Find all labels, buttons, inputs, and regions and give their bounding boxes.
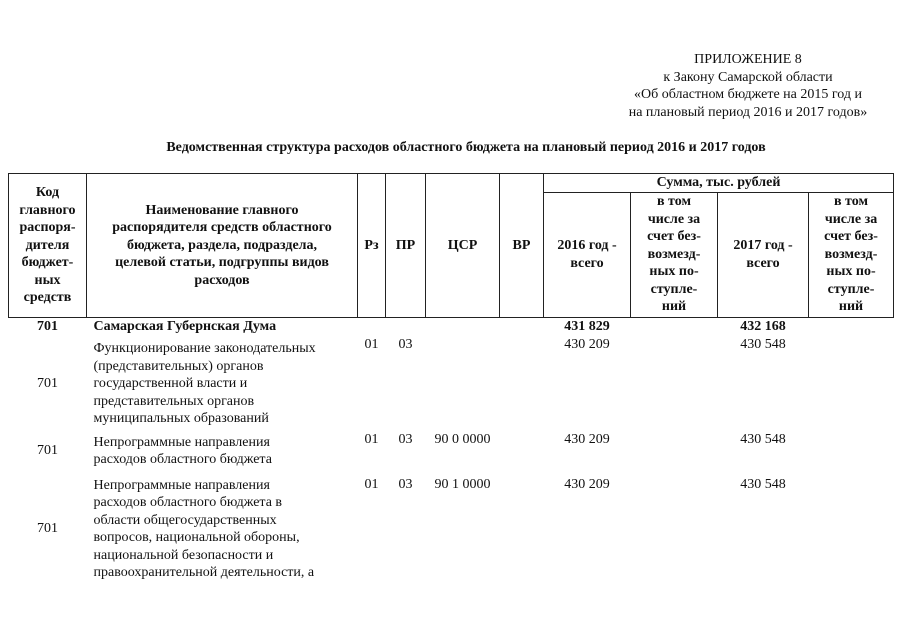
row-pr: 03 xyxy=(398,431,413,447)
header-sum: Сумма, тыс. рублей xyxy=(544,174,894,193)
appendix-law-title-line-2: на плановый период 2016 и 2017 годов» xyxy=(628,105,868,121)
row-sum-2016-grants xyxy=(631,332,718,426)
header-row-1 xyxy=(9,174,894,193)
row-sum-2016: 430 209 xyxy=(564,476,610,492)
budget-table xyxy=(8,173,894,584)
header-sum-2017: 2017 год - всего xyxy=(718,192,809,317)
row-rz: 01 xyxy=(364,476,379,492)
header-code: Код главного распоря- дителя бюджет- ных средств xyxy=(9,174,87,318)
appendix-law-title-line-1: «Об областном бюджете на 2015 год и xyxy=(634,87,862,103)
table-row xyxy=(9,336,894,430)
table-body xyxy=(9,317,894,584)
row-code: 701 xyxy=(37,443,58,459)
row-name: Непрограммные направления расходов областного бюджета в области общегосударственных вопросов, национальной обороны, национальной безопасности и правоохранительной деятельности, а xyxy=(93,477,315,580)
row-sum-2016: 430 209 xyxy=(564,337,610,352)
appendix-label: ПРИЛОЖЕНИЕ 8 xyxy=(694,52,802,67)
row-sum-2017-grants xyxy=(809,427,894,468)
row-rz: 01 xyxy=(364,431,379,447)
row-sum-2016: 430 209 xyxy=(564,431,610,447)
header-csr: ЦСР xyxy=(426,174,500,318)
row-name: Непрограммные направления расходов областного бюджета xyxy=(93,434,272,467)
row-vr xyxy=(500,332,544,426)
document-title: Ведомственная структура расходов областного бюджета на плановый период 2016 и 2017 годов xyxy=(166,140,766,155)
appendix-law-reference: к Закону Самарской области xyxy=(663,69,833,85)
header-sum-2016-grants: в том числе за счет без- возмезд- ных по- ступле- ний xyxy=(631,192,718,317)
appendix-header xyxy=(598,51,898,122)
header-name: Наименование главного распорядителя средств областного бюджета, раздела, подраздела, целевой статьи, подгруппы видов расходов xyxy=(87,174,358,318)
table-header xyxy=(9,174,894,318)
row-code: 701 xyxy=(37,318,58,334)
row-sum-2017: 430 548 xyxy=(740,476,786,492)
row-pr: 03 xyxy=(398,476,413,492)
table-row xyxy=(9,471,894,584)
row-sum-2017: 432 168 xyxy=(740,318,786,334)
row-sum-2017-grants xyxy=(809,332,894,426)
row-sum-2017: 430 548 xyxy=(740,337,786,352)
header-pr: ПР xyxy=(386,174,426,318)
row-name: Функционирование законодательных (представительных) органов государственной власти и представительных органов муниципальных образований xyxy=(93,341,316,426)
row-csr: 90 1 0000 xyxy=(434,476,491,492)
row-sum-2016-grants xyxy=(631,427,718,468)
row-name: Самарская Губернская Дума xyxy=(93,318,277,334)
table-row xyxy=(9,430,894,471)
row-vr xyxy=(500,470,544,583)
row-sum-2017-grants xyxy=(809,470,894,583)
row-csr xyxy=(426,332,500,426)
row-rz: 01 xyxy=(364,337,379,352)
row-vr xyxy=(500,427,544,468)
header-vr: ВР xyxy=(500,174,544,318)
row-sum-2016-grants xyxy=(631,470,718,583)
header-rz: Рз xyxy=(358,174,386,318)
row-sum-2017: 430 548 xyxy=(740,431,786,447)
row-pr: 03 xyxy=(398,337,413,352)
row-code: 701 xyxy=(37,521,58,537)
row-sum-2016: 431 829 xyxy=(564,318,610,334)
row-csr: 90 0 0000 xyxy=(434,431,491,447)
header-sum-2016: 2016 год - всего xyxy=(544,192,631,317)
row-code: 701 xyxy=(37,376,58,391)
header-sum-2017-grants: в том числе за счет без- возмезд- ных по- ступле- ний xyxy=(809,192,894,317)
